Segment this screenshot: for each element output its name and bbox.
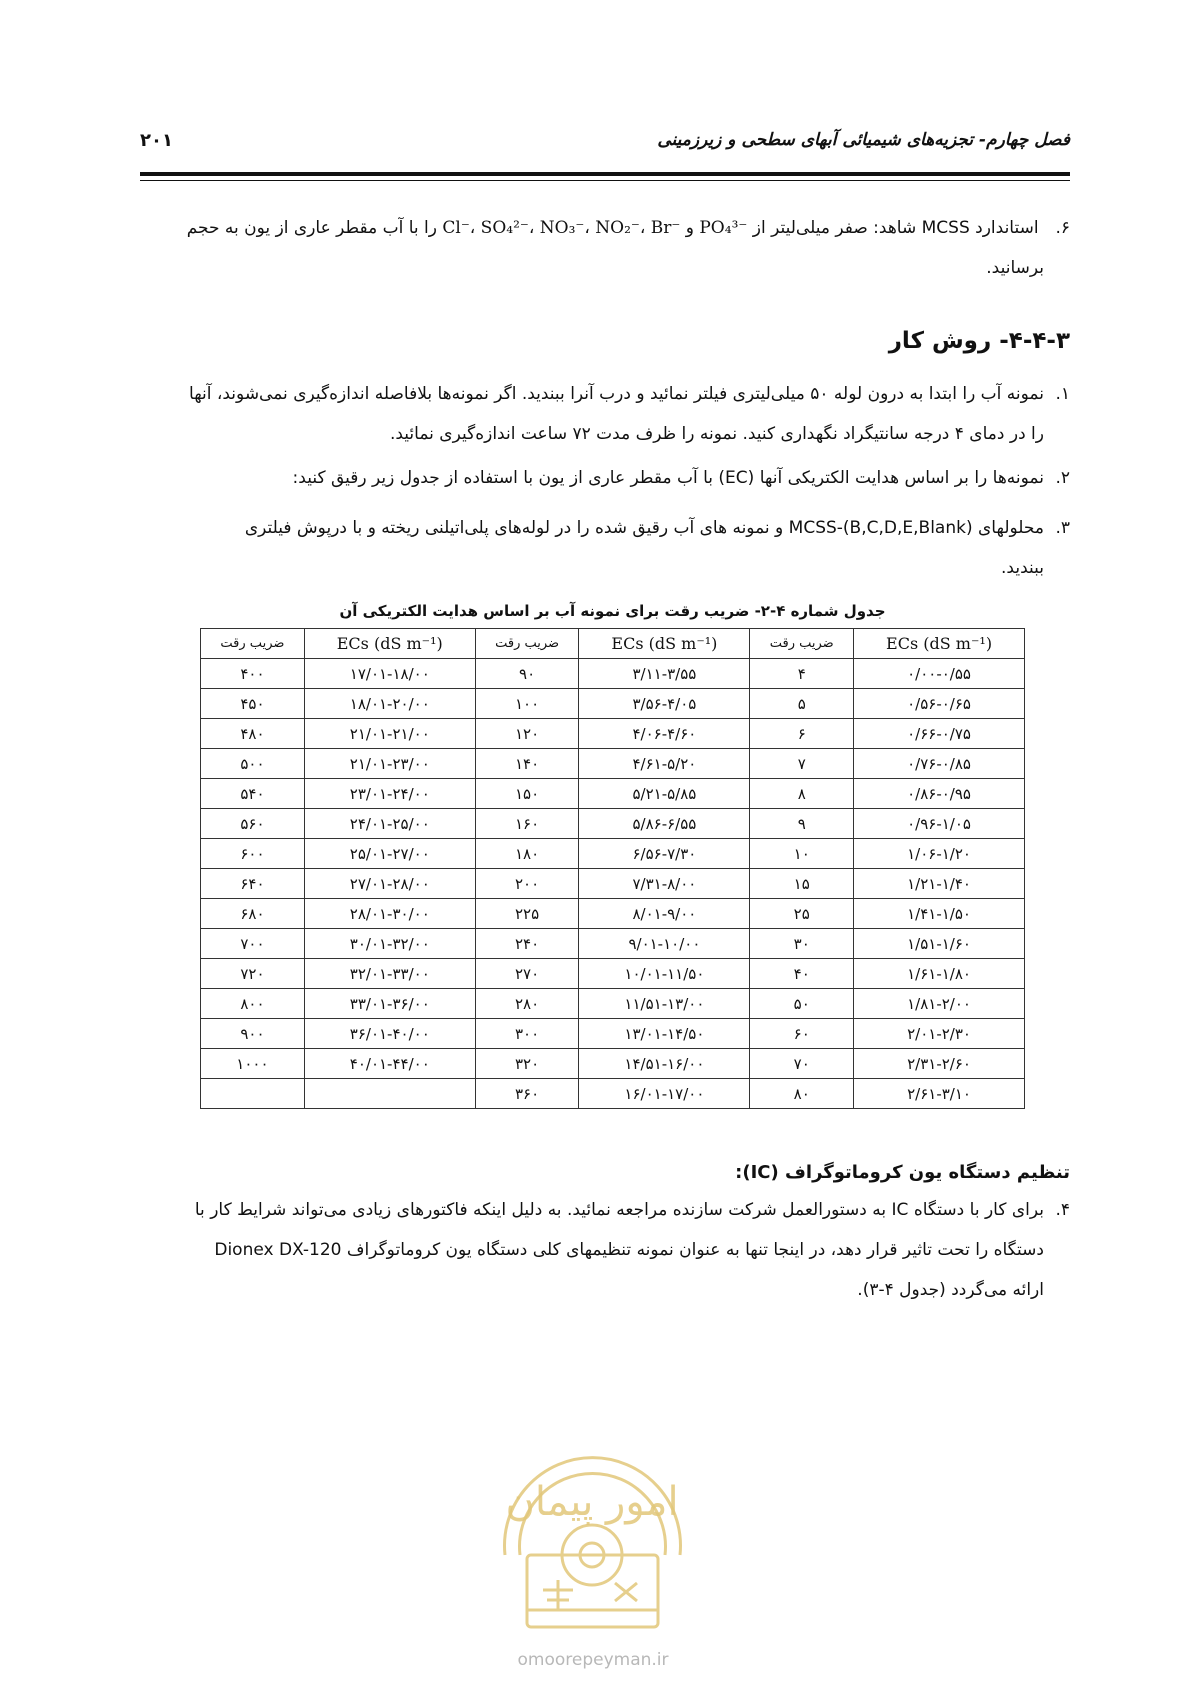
- cell-ec-range: ۷/۳۱-۸/۰۰: [579, 869, 750, 899]
- cell-dilution-factor: ۵۶۰: [201, 809, 305, 839]
- col-header-factor: ضریب رقت: [475, 629, 579, 659]
- item-text-continued: برسانید.: [986, 258, 1044, 278]
- table-row: [201, 989, 1025, 1019]
- section-title: ۴-۴-۳- روش کار: [888, 328, 1070, 354]
- seal-text: امور پیمان: [505, 1479, 679, 1525]
- cell-ec-range: ۰/۵۶-۰/۶۵: [854, 689, 1025, 719]
- cell-ec-range: ۴/۰۶-۴/۶۰: [579, 719, 750, 749]
- table-caption: جدول شماره ۴-۲- ضریب رقت برای نمونه آب بر اساس هدایت الکتریکی آن: [339, 602, 886, 620]
- cell-ec-range: ۱۶/۰۱-۱۷/۰۰: [579, 1079, 750, 1109]
- page-header: [140, 124, 1070, 164]
- cell-dilution-factor: ۷۰: [750, 1049, 854, 1079]
- cell-dilution-factor: ۴۸۰: [201, 719, 305, 749]
- cell-dilution-factor: ۶: [750, 719, 854, 749]
- step-number: ۱.: [1055, 384, 1070, 404]
- step-text-continued: ارائه می‌گردد (جدول ۴-۳).: [857, 1280, 1044, 1300]
- cell-dilution-factor: ۷۰۰: [201, 929, 305, 959]
- item-6: [140, 208, 1070, 288]
- cell-ec-range: ۱۸/۰۱-۲۰/۰۰: [304, 689, 475, 719]
- table-row: [201, 869, 1025, 899]
- step-text: نمونه‌ها را بر اساس هدایت الکتریکی آنها (EC) با آب مقطر عاری از یون با استفاده از جدول زیر رقیق کنید:: [292, 468, 1044, 488]
- cell-ec-range: ۴/۶۱-۵/۲۰: [579, 749, 750, 779]
- cell-ec-range: ۳/۵۶-۴/۰۵: [579, 689, 750, 719]
- table-row: [201, 779, 1025, 809]
- cell-dilution-factor: ۹: [750, 809, 854, 839]
- cell-dilution-factor: ۶۰۰: [201, 839, 305, 869]
- cell-ec-range: ۳۶/۰۱-۴۰/۰۰: [304, 1019, 475, 1049]
- cell-dilution-factor: ۲۵: [750, 899, 854, 929]
- table-row: [201, 719, 1025, 749]
- cell-ec-range: ۹/۰۱-۱۰/۰۰: [579, 929, 750, 959]
- step-4: [140, 1190, 1070, 1310]
- chapter-title: فصل چهارم- تجزیه‌های شیمیائی آبهای سطحی و زیرزمینی: [657, 130, 1070, 150]
- cell-dilution-factor: ۱۵۰: [475, 779, 579, 809]
- step-number: ۳.: [1055, 518, 1070, 538]
- cell-dilution-factor: ۸۰۰: [201, 989, 305, 1019]
- cell-dilution-factor: ۸۰: [750, 1079, 854, 1109]
- cell-dilution-factor: ۵۰: [750, 989, 854, 1019]
- cell-dilution-factor: ۳۶۰: [475, 1079, 579, 1109]
- cell-ec-range: ۱۱/۵۱-۱۳/۰۰: [579, 989, 750, 1019]
- cell-ec-range: ۲۸/۰۱-۳۰/۰۰: [304, 899, 475, 929]
- cell-dilution-factor: ۳۲۰: [475, 1049, 579, 1079]
- table-row: [201, 809, 1025, 839]
- table-row: [201, 749, 1025, 779]
- page-number: ۲۰۱: [140, 130, 173, 151]
- cell-dilution-factor: ۹۰۰: [201, 1019, 305, 1049]
- table-row: [201, 959, 1025, 989]
- col-header-factor: ضریب رقت: [201, 629, 305, 659]
- cell-dilution-factor: ۸: [750, 779, 854, 809]
- cell-dilution-factor: ۶۴۰: [201, 869, 305, 899]
- cell-ec-range: ۲۳/۰۱-۲۴/۰۰: [304, 779, 475, 809]
- cell-dilution-factor: ۴۵۰: [201, 689, 305, 719]
- cell-ec-range: [304, 1079, 475, 1109]
- cell-dilution-factor: ۹۰: [475, 659, 579, 689]
- cell-dilution-factor: ۱۰۰: [475, 689, 579, 719]
- col-header-ec: ECs (dS m⁻¹): [304, 629, 475, 659]
- cell-dilution-factor: ۷: [750, 749, 854, 779]
- cell-dilution-factor: ۱۰: [750, 839, 854, 869]
- step-text-continued: دستگاه را تحت تاثیر قرار دهد، در اینجا تنها به عنوان نمونه تنظیمهای کلی دستگاه یون کروماتوگراف Dionex DX-120: [214, 1240, 1044, 1260]
- cell-ec-range: ۵/۸۶-۶/۵۵: [579, 809, 750, 839]
- cell-dilution-factor: ۱۴۰: [475, 749, 579, 779]
- table-row: [201, 929, 1025, 959]
- table-row: [201, 1019, 1025, 1049]
- cell-ec-range: ۰/۹۶-۱/۰۵: [854, 809, 1025, 839]
- step-text: برای کار با دستگاه IC به دستورالعمل شرکت سازنده مراجعه نمائید. به دلیل اینکه فاکتورهای زیادی می‌تواند شرایط کار با: [194, 1200, 1044, 1220]
- watermark-site: omoorepeyman.ir: [517, 1650, 669, 1670]
- cell-ec-range: ۰/۸۶-۰/۹۵: [854, 779, 1025, 809]
- ic-subheading: تنظیم دستگاه یون کروماتوگراف (IC):: [735, 1162, 1070, 1183]
- cell-ec-range: ۰/۷۶-۰/۸۵: [854, 749, 1025, 779]
- step-3: [140, 508, 1070, 588]
- cell-dilution-factor: ۵۴۰: [201, 779, 305, 809]
- cell-ec-range: ۳/۱۱-۳/۵۵: [579, 659, 750, 689]
- cell-dilution-factor: ۱۰۰۰: [201, 1049, 305, 1079]
- step-number: ۴.: [1055, 1200, 1070, 1220]
- cell-dilution-factor: ۶۸۰: [201, 899, 305, 929]
- cell-ec-range: ۲۵/۰۱-۲۷/۰۰: [304, 839, 475, 869]
- table-row: [201, 689, 1025, 719]
- cell-ec-range: ۲۷/۰۱-۲۸/۰۰: [304, 869, 475, 899]
- item-text: را با آب مقطر عاری از یون به حجم: [186, 218, 437, 238]
- cell-ec-range: ۱۰/۰۱-۱۱/۵۰: [579, 959, 750, 989]
- table-row: [201, 1049, 1025, 1079]
- cell-ec-range: ۱/۲۱-۱/۴۰: [854, 869, 1025, 899]
- cell-dilution-factor: ۵۰۰: [201, 749, 305, 779]
- col-header-factor: ضریب رقت: [750, 629, 854, 659]
- cell-ec-range: ۶/۵۶-۷/۳۰: [579, 839, 750, 869]
- cell-ec-range: ۱/۸۱-۲/۰۰: [854, 989, 1025, 1019]
- cell-dilution-factor: ۲۲۵: [475, 899, 579, 929]
- cell-ec-range: ۲/۳۱-۲/۶۰: [854, 1049, 1025, 1079]
- cell-dilution-factor: ۲۸۰: [475, 989, 579, 1019]
- cell-dilution-factor: ۱۸۰: [475, 839, 579, 869]
- table-row: [201, 899, 1025, 929]
- step-text: محلولهای MCSS-(B,C,D,E,Blank) و نمونه های آب رقیق شده را در لوله‌های پلی‌اتیلنی ریخته و با درپوش فیلتری: [244, 518, 1044, 538]
- cell-dilution-factor: ۳۰۰: [475, 1019, 579, 1049]
- cell-ec-range: ۳۰/۰۱-۳۲/۰۰: [304, 929, 475, 959]
- cell-dilution-factor: ۱۲۰: [475, 719, 579, 749]
- cell-ec-range: ۱۴/۵۱-۱۶/۰۰: [579, 1049, 750, 1079]
- cell-ec-range: ۱/۴۱-۱/۵۰: [854, 899, 1025, 929]
- cell-ec-range: ۵/۲۱-۵/۸۵: [579, 779, 750, 809]
- cell-ec-range: ۱۷/۰۱-۱۸/۰۰: [304, 659, 475, 689]
- cell-ec-range: ۰/۶۶-۰/۷۵: [854, 719, 1025, 749]
- item-number: ۶.: [1055, 218, 1070, 238]
- cell-dilution-factor: ۲۷۰: [475, 959, 579, 989]
- table-header-row: [201, 629, 1025, 659]
- cell-dilution-factor: ۴۰: [750, 959, 854, 989]
- table-row: [201, 1079, 1025, 1109]
- col-header-ec: ECs (dS m⁻¹): [579, 629, 750, 659]
- step-2: [140, 458, 1070, 498]
- table-row: [201, 659, 1025, 689]
- watermark-seal-icon: [465, 1405, 720, 1660]
- cell-dilution-factor: ۲۰۰: [475, 869, 579, 899]
- header-rule-thick: [140, 172, 1070, 176]
- cell-ec-range: ۲/۶۱-۳/۱۰: [854, 1079, 1025, 1109]
- step-1: [140, 374, 1070, 454]
- cell-ec-range: ۲۴/۰۱-۲۵/۰۰: [304, 809, 475, 839]
- cell-ec-range: ۳۲/۰۱-۳۳/۰۰: [304, 959, 475, 989]
- step-number: ۲.: [1055, 468, 1070, 488]
- step-text-continued: ببندید.: [1001, 558, 1044, 578]
- cell-dilution-factor: ۴: [750, 659, 854, 689]
- cell-dilution-factor: ۴۰۰: [201, 659, 305, 689]
- cell-ec-range: ۱/۰۶-۱/۲۰: [854, 839, 1025, 869]
- cell-dilution-factor: ۵: [750, 689, 854, 719]
- cell-ec-range: ۱/۶۱-۱/۸۰: [854, 959, 1025, 989]
- cell-ec-range: ۴۰/۰۱-۴۴/۰۰: [304, 1049, 475, 1079]
- cell-ec-range: ۱۳/۰۱-۱۴/۵۰: [579, 1019, 750, 1049]
- cell-dilution-factor: ۱۵: [750, 869, 854, 899]
- table-row: [201, 839, 1025, 869]
- cell-ec-range: ۸/۰۱-۹/۰۰: [579, 899, 750, 929]
- cell-ec-range: ۳۳/۰۱-۳۶/۰۰: [304, 989, 475, 1019]
- cell-dilution-factor: ۳۰: [750, 929, 854, 959]
- col-header-ec: ECs (dS m⁻¹): [854, 629, 1025, 659]
- cell-dilution-factor: ۶۰: [750, 1019, 854, 1049]
- dilution-table: [200, 628, 1025, 1109]
- cell-ec-range: ۰/۰۰-۰/۵۵: [854, 659, 1025, 689]
- cell-ec-range: ۲۱/۰۱-۲۳/۰۰: [304, 749, 475, 779]
- cell-dilution-factor: [201, 1079, 305, 1109]
- cell-dilution-factor: ۷۲۰: [201, 959, 305, 989]
- cell-ec-range: ۱/۵۱-۱/۶۰: [854, 929, 1025, 959]
- table-body: [201, 659, 1025, 1109]
- cell-dilution-factor: ۲۴۰: [475, 929, 579, 959]
- item-text: استاندارد MCSS شاهد: صفر میلی‌لیتر از: [752, 218, 1039, 238]
- step-text: نمونه آب را ابتدا به درون لوله ۵۰ میلی‌لیتری فیلتر نمائید و درب آنرا ببندید. اگر نمونه‌ها بلافاصله اندازه‌گیری نمی‌شوند، آنها: [189, 384, 1044, 404]
- ion-list: Cl⁻، SO₄²⁻، NO₃⁻، NO₂⁻، Br⁻ و PO₄³⁻: [442, 218, 748, 238]
- cell-ec-range: ۲۱/۰۱-۲۱/۰۰: [304, 719, 475, 749]
- cell-dilution-factor: ۱۶۰: [475, 809, 579, 839]
- step-text-continued: را در دمای ۴ درجه سانتیگراد نگهداری کنید. نمونه را ظرف مدت ۷۲ ساعت اندازه‌گیری نمائید.: [389, 424, 1044, 444]
- cell-ec-range: ۲/۰۱-۲/۳۰: [854, 1019, 1025, 1049]
- header-rule-thin: [140, 180, 1070, 181]
